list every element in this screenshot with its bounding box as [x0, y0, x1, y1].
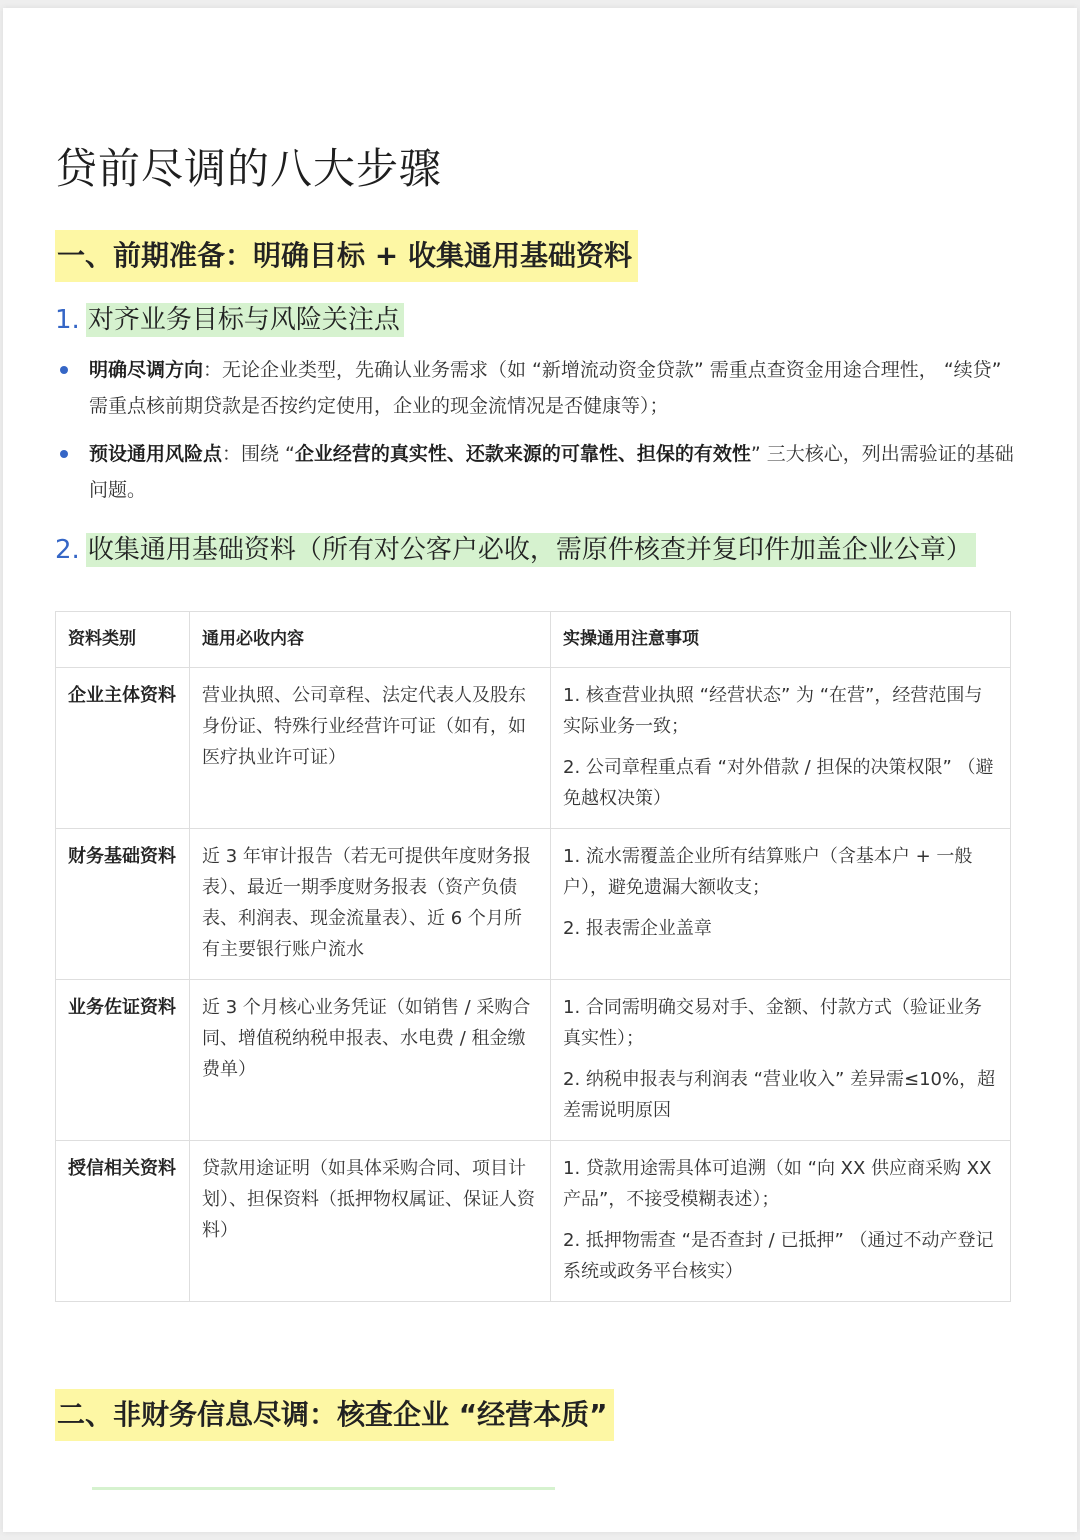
section2-heading: 二、非财务信息尽调：核查企业 “经营本质”: [55, 1389, 614, 1441]
bullet-text: ：围绕 “: [222, 443, 295, 465]
note-item: 1. 贷款用途需具体可追溯（如 “向 XX 供应商采购 XX 产品”，不接受模糊表述）；: [563, 1158, 992, 1210]
content-cell: 贷款用途证明（如具体采购合同、项目计划）、担保资料（抵押物权属证、保证人资料）: [190, 1141, 551, 1302]
notes-cell: [551, 980, 1011, 1141]
subsection1-title: 对齐业务目标与风险关注点: [86, 303, 404, 337]
content-cell: 近 3 个月核心业务凭证（如销售 / 采购合同、增值税纳税申报表、水电费 / 租金缴费单）: [190, 980, 551, 1141]
subsection2-number: 2.: [55, 535, 80, 565]
column-header: 通用必收内容: [190, 612, 551, 668]
bullet-label: 明确尽调方向: [89, 359, 204, 381]
note-item: 1. 核查营业执照 “经营状态” 为 “在营”，经营范围与实际业务一致；: [563, 685, 983, 737]
page-title: 贷前尽调的八大步骤: [55, 144, 443, 193]
document-page: [3, 8, 1077, 1532]
bullet-emphasis: 企业经营的真实性、还款来源的可靠性、担保的有效性: [294, 443, 751, 465]
section1-heading: 一、前期准备：明确目标 + 收集通用基础资料: [55, 230, 638, 282]
note-item: 1. 合同需明确交易对手、金额、付款方式（验证业务真实性）；: [563, 997, 982, 1049]
bullet-dot-icon: [60, 366, 68, 374]
bullet-text: ：无论企业类型，先确认业务需求（如 “新增流动资金贷款” 需重点查资金用途合理性， “续贷” 需重点核前期贷款是否按约定使用，企业的现金流情况是否健康等）；: [89, 359, 1002, 417]
note-item: 2. 抵押物需查 “是否查封 / 已抵押” （通过不动产登记系统或政务平台核实）: [563, 1230, 994, 1282]
risk-focus-list: [55, 352, 1015, 520]
note-item: 2. 报表需企业盖章: [563, 918, 712, 939]
notes-cell: [551, 1141, 1011, 1302]
content-cell: 近 3 年审计报告（若无可提供年度财务报表）、最近一期季度财务报表（资产负债表、利润表、现金流量表）、近 6 个月所有主要银行账户流水: [190, 829, 551, 980]
divider: [92, 1487, 555, 1490]
materials-table: [55, 611, 1011, 1302]
bullet-label: 预设通用风险点: [89, 443, 223, 465]
bullet-dot-icon: [60, 450, 68, 458]
subsection1-number: 1.: [55, 305, 80, 335]
category-cell: 企业主体资料: [56, 668, 190, 829]
notes-cell: [551, 829, 1011, 980]
subsection1-heading: [55, 300, 404, 340]
table-row: [56, 1141, 1011, 1302]
note-item: 2. 纳税申报表与利润表 “营业收入” 差异需≤10%，超差需说明原因: [563, 1069, 996, 1121]
notes-cell: [551, 668, 1011, 829]
table-row: [56, 980, 1011, 1141]
list-item: [55, 436, 1015, 508]
category-cell: 业务佐证资料: [56, 980, 190, 1141]
column-header: 实操通用注意事项: [551, 612, 1011, 668]
column-header: 资料类别: [56, 612, 190, 668]
note-item: 2. 公司章程重点看 “对外借款 / 担保的决策权限” （避免越权决策）: [563, 757, 994, 809]
category-cell: 授信相关资料: [56, 1141, 190, 1302]
content-cell: 营业执照、公司章程、法定代表人及股东身份证、特殊行业经营许可证（如有，如医疗执业许可证）: [190, 668, 551, 829]
category-cell: 财务基础资料: [56, 829, 190, 980]
table-row: [56, 668, 1011, 829]
note-item: 1. 流水需覆盖企业所有结算账户（含基本户 + 一般户），避免遗漏大额收支；: [563, 846, 973, 898]
bullet-text: ” 三大核心，列出需验证的基础问题。: [89, 443, 1014, 501]
subsection2-title: 收集通用基础资料（所有对公客户必收，需原件核查并复印件加盖企业公章）: [86, 533, 976, 567]
list-item: [55, 352, 1015, 424]
table-header-row: [56, 612, 1011, 668]
subsection2-heading: [55, 530, 976, 570]
table-row: [56, 829, 1011, 980]
